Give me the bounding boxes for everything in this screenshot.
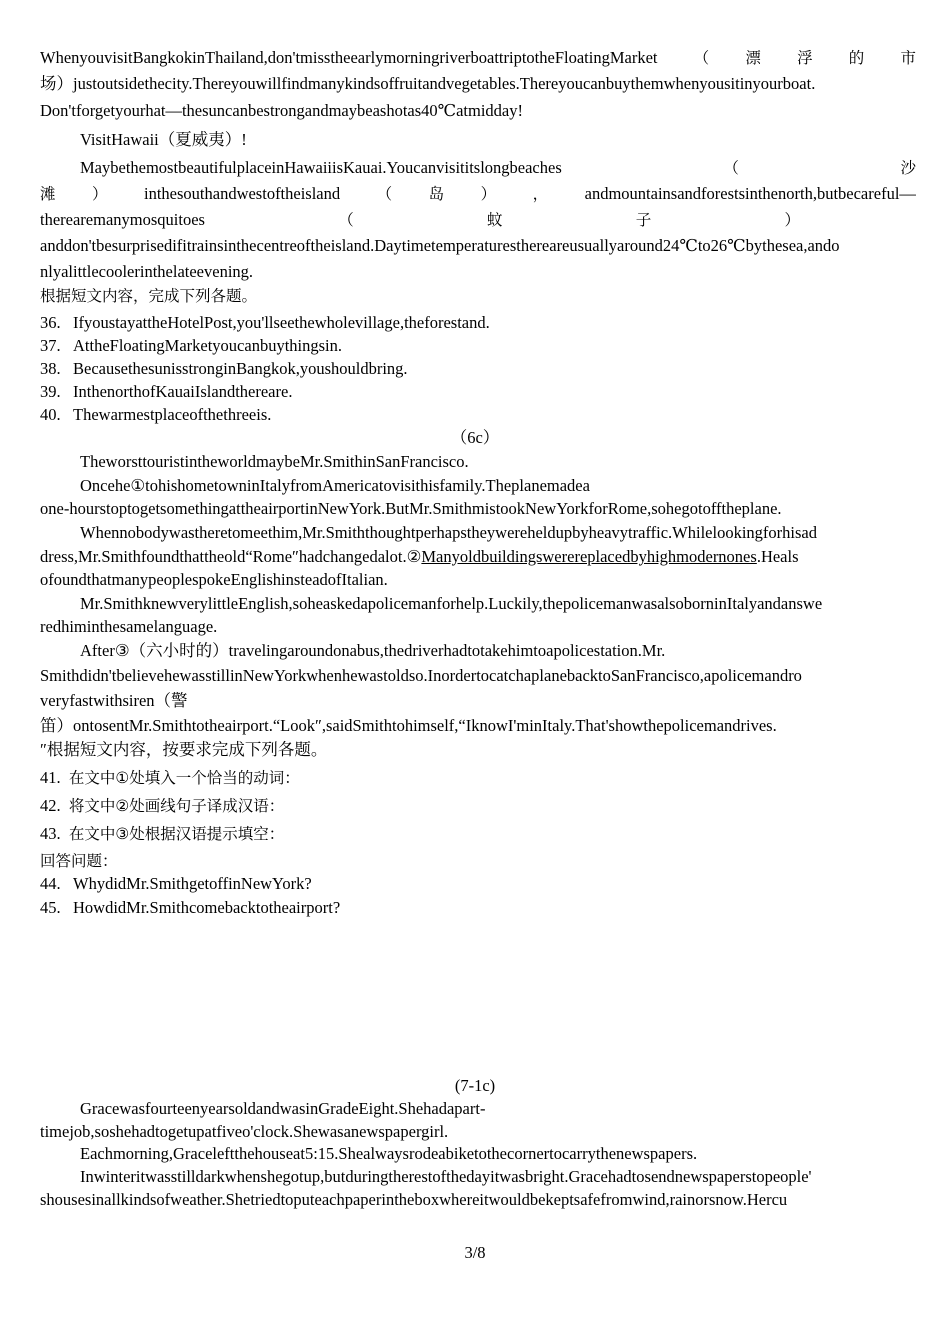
paragraph-line: timejob,soshehadtogetupatfiveo'clock.Shewasanewspapergirl. [40, 1122, 449, 1141]
paragraph-line: one-hourstoptogetsomethingattheairportinNewYork.ButMr.SmithmistookNewYorkforRome,sohegotofftheplane. [40, 499, 782, 518]
question-text: 在文中①处填入一个恰当的动词： [68, 769, 300, 787]
text-segment: ， [532, 185, 549, 203]
question-text: Thewarmestplaceofthethreeis. [73, 405, 272, 424]
question-text: HowdidMr.Smithcomebacktotheairport? [73, 898, 341, 917]
text-segment: inthesouthandwestoftheisland [144, 184, 341, 203]
paragraph-line: veryfastwithsiren（警 [40, 691, 188, 710]
text-segment: 滩 [40, 185, 56, 203]
question-number: 36. [40, 313, 61, 332]
question-item [40, 898, 340, 918]
question-number: 37. [40, 336, 61, 355]
question-text: 将文中②处画线句子译成汉语： [68, 797, 285, 815]
question-number: 39. [40, 382, 61, 401]
question-item [40, 359, 408, 379]
question-item [40, 796, 284, 816]
question-text: AttheFloatingMarketyoucanbuythingsin. [73, 336, 343, 355]
text-segment: .Heals [756, 547, 799, 566]
text-segment: ） [784, 211, 800, 229]
paragraph-line: Smithdidn'tbelievehewasstillinNewYorkwhenhewastoldso.InordertocatchaplanebacktoSanFrancisco,apolicemandro [40, 666, 802, 685]
text-segment: 的 [848, 49, 865, 67]
question-text: BecausethesunisstronginBangkok,youshouldbring. [73, 359, 408, 378]
paragraph-line [40, 547, 799, 567]
paragraph-line: 场）justoutsidethecity.Thereyouwillfindmanykindsoffruitandvegetables.Thereyoucanbuythemwhenyousitinyourboat. [40, 74, 816, 93]
text-segment: 浮 [797, 49, 813, 67]
section-title: VisitHawaii（夏威夷）! [80, 130, 247, 149]
answer-label: 回答问题： [40, 852, 118, 870]
text-segment: 蚊 [486, 211, 503, 229]
paragraph-line: anddon'tbesurprisedifitrainsinthecentreoftheisland.Daytimetemperaturesthereareusuallyaround24℃to26℃bythesea,ando [40, 236, 840, 255]
text-segment: MaybethemostbeautifulplaceinHawaiiisKauai.Youcanvisititslongbeaches [80, 158, 562, 177]
question-number: 45. [40, 898, 61, 917]
text-segment: 岛 [428, 185, 445, 203]
instruction-text: 根据短文内容，完成下列各题。 [40, 287, 258, 305]
question-number: 42. [40, 796, 61, 815]
question-number: 44. [40, 874, 61, 893]
paragraph-line: redhiminthesamelanguage. [40, 617, 218, 636]
paragraph-line: ofoundthatmanypeoplespokeEnglishinsteadofItalian. [40, 570, 388, 589]
text-segment: ） [92, 185, 108, 203]
paragraph-line: Oncehe①tohishometowninItalyfromAmericatovisithisfamily.Theplanemadea [80, 476, 590, 495]
question-item [40, 313, 490, 333]
paragraph-line [40, 184, 916, 204]
text-segment: 子 [635, 211, 652, 229]
paragraph-line: shousesinallkindsofweather.Shetriedtoputeachpaperintheboxwhereitwouldbekeptsafefromwind,rainorsnow.Hercu [40, 1190, 788, 1209]
question-item [40, 405, 271, 425]
underlined-sentence: Manyoldbuildingswerereplacedbyhighmodernones [421, 547, 757, 566]
question-item [40, 824, 284, 844]
question-number: 41. [40, 768, 61, 787]
paragraph-line [80, 158, 916, 178]
question-text: 在文中③处根据汉语提示填空： [68, 825, 285, 843]
question-item [40, 382, 292, 402]
question-text: InthenorthofKauaiIslandthereare. [73, 382, 293, 401]
paragraph-line [40, 210, 800, 230]
paragraph-line: TheworsttouristintheworldmaybeMr.SmithinSanFrancisco. [80, 452, 469, 471]
question-number: 43. [40, 824, 61, 843]
text-segment: andmountainsandforestsinthenorth,butbecareful— [584, 184, 916, 203]
question-item [40, 768, 300, 788]
text-segment: 沙 [900, 159, 916, 177]
text-segment: （ [338, 211, 354, 229]
paragraph-line: GracewasfourteenyearsoldandwasinGradeEight.Shehadapart- [80, 1099, 486, 1118]
paragraph-line: Don'tforgetyourhat—thesuncanbestrongandmaybeashotas40℃atmidday! [40, 101, 524, 120]
paragraph-line: After③（六小时的）travelingaroundonabus,thedriverhadtotakehimtoapolicestation.Mr. [80, 641, 666, 660]
page-number: 3/8 [464, 1243, 486, 1262]
question-item [40, 874, 312, 894]
question-number: 40. [40, 405, 61, 424]
paragraph-line: nlyalittlecoolerinthelateevening. [40, 262, 254, 281]
paragraph-line: ″根据短文内容，按要求完成下列各题。 [40, 740, 328, 759]
section-heading: （6c） [450, 428, 500, 447]
text-segment: ） [480, 185, 497, 203]
paragraph-line [40, 48, 916, 68]
text-segment: 市 [900, 49, 916, 67]
paragraph-line: Whennobodywastheretomeethim,Mr.Smiththoughtperhapstheywereheldupbyheavytraffic.Whilelookingforhisad [80, 523, 817, 542]
question-text: WhydidMr.SmithgetoffinNewYork? [73, 874, 312, 893]
question-text: IfyoustayattheHotelPost,you'llseethewholevillage,theforestand. [73, 313, 490, 332]
paragraph-line: 笛）ontosentMr.Smithtotheairport.“Look″,saidSmithtohimself,“IknowI'minItaly.That'showthepolicemandrives. [40, 716, 777, 735]
text-segment: therearemanymosquitoes [40, 210, 205, 229]
question-number: 38. [40, 359, 61, 378]
text-segment: （ [693, 49, 710, 67]
text-segment: WhenyouvisitBangkokinThailand,don'tmisstheearlymorningriverboattriptotheFloatingMarket [40, 48, 658, 67]
question-item [40, 336, 342, 356]
text-segment: （ [376, 185, 393, 203]
section-heading: (7-1c) [454, 1076, 496, 1095]
paragraph-line: Eachmorning,Graceleftthehouseat5:15.Shealwaysrodeabiketothecornertocarrythenewspapers. [80, 1144, 698, 1163]
text-segment: 漂 [745, 49, 761, 67]
paragraph-line: Mr.SmithknewverylittleEnglish,soheaskedapolicemanforhelp.Luckily,thepolicemanwasalsoborninItalyandanswe [80, 594, 823, 613]
text-segment: dress,Mr.Smithfoundthattheold“Rome″hadchangedalot.② [40, 547, 422, 566]
paragraph-line: Inwinteritwasstilldarkwhenshegotup,butduringtherestofthedayitwasbright.Gracehadtosendnewspaperstopeople' [80, 1167, 812, 1186]
text-segment: （ [723, 159, 739, 177]
